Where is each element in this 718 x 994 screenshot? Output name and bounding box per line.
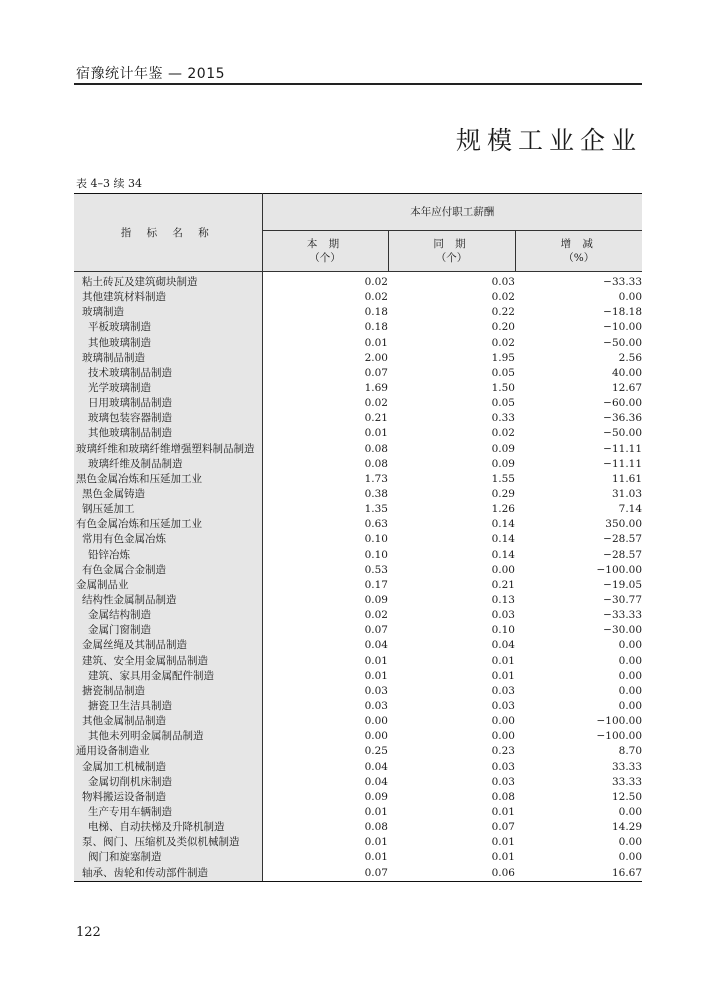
cell-current: 0.17 — [364, 578, 388, 591]
cell-previous: 0.23 — [491, 745, 515, 758]
column-unit: （个） — [309, 252, 341, 264]
cell-previous: 0.03 — [491, 684, 515, 697]
cell-previous: 1.55 — [491, 472, 515, 485]
cell-change: −50.00 — [603, 336, 643, 349]
row-indicator-name: 金属丝绳及其制品制造 — [74, 638, 262, 653]
cell-change: 0.00 — [618, 639, 643, 652]
cell-change: 0.00 — [618, 669, 643, 682]
table-row — [74, 442, 642, 457]
table-row — [74, 623, 642, 638]
cell-previous: 0.14 — [491, 548, 515, 561]
cell-previous: 0.02 — [491, 291, 515, 304]
cell-change: −19.05 — [603, 578, 643, 591]
table-row — [74, 381, 642, 396]
cell-previous: 0.00 — [491, 730, 515, 743]
row-indicator-name: 泵、阀门、压缩机及类似机械制造 — [74, 835, 262, 850]
table-row — [74, 835, 642, 850]
table-body — [74, 272, 642, 882]
cell-change: 33.33 — [611, 775, 643, 788]
cell-change: 0.00 — [618, 700, 643, 712]
wage-table — [74, 193, 642, 882]
cell-previous: 0.03 — [491, 609, 515, 622]
cell-current: 1.73 — [364, 472, 388, 485]
row-indicator-name: 粘土砖瓦及建筑砌块制造 — [74, 272, 262, 291]
cell-current: 0.01 — [364, 836, 388, 849]
cell-current: 0.01 — [364, 336, 388, 349]
cell-current: 0.02 — [364, 291, 388, 304]
cell-change: −30.77 — [603, 594, 643, 607]
row-indicator-name: 有色金属合金制造 — [74, 563, 262, 578]
cell-previous: 0.04 — [491, 639, 515, 652]
cell-previous: 0.10 — [491, 624, 515, 637]
row-indicator-name: 其他未列明金属制品制造 — [74, 729, 262, 744]
column-unit: （个） — [435, 252, 468, 264]
row-indicator-name: 玻璃制造 — [74, 305, 262, 320]
cell-current: 1.35 — [364, 503, 388, 516]
row-indicator-name: 物料搬运设备制造 — [74, 790, 262, 805]
cell-current: 0.25 — [364, 745, 388, 758]
cell-current: 0.10 — [364, 533, 388, 546]
table-row — [74, 487, 642, 502]
table-row — [74, 517, 642, 532]
cell-previous: 0.09 — [491, 442, 515, 455]
cell-change: −60.00 — [603, 397, 643, 410]
cell-change: 33.33 — [611, 760, 643, 773]
cell-current: 0.18 — [364, 321, 388, 334]
row-indicator-name: 铅锌冶炼 — [74, 548, 262, 563]
cell-change: 12.67 — [611, 382, 643, 395]
table-row — [74, 548, 642, 563]
cell-current: 0.63 — [364, 518, 388, 531]
table-row — [74, 411, 642, 426]
table-row — [74, 760, 642, 775]
cell-change: 14.29 — [611, 821, 643, 834]
cell-previous: 0.13 — [491, 594, 515, 607]
cell-previous: 1.95 — [491, 351, 515, 364]
table-row — [74, 638, 642, 653]
column-label: 增 减 — [560, 238, 597, 250]
cell-previous: 0.06 — [388, 865, 515, 881]
cell-current: 0.00 — [364, 730, 388, 743]
cell-change: 7.14 — [618, 503, 643, 516]
row-indicator-name: 建筑、家具用金属配件制造 — [74, 669, 262, 684]
cell-current: 0.02 — [364, 609, 388, 622]
table-row — [74, 502, 642, 517]
row-indicator-name: 玻璃纤维和玻璃纤维增强塑料制品制造 — [74, 442, 262, 457]
table-row — [74, 305, 642, 320]
table-row — [74, 426, 642, 441]
cell-previous: 0.14 — [491, 533, 515, 546]
cell-current: 1.69 — [364, 382, 388, 395]
cell-current: 0.09 — [364, 790, 388, 803]
cell-current: 2.00 — [364, 351, 388, 364]
cell-previous: 0.14 — [491, 518, 515, 531]
cell-current: 0.02 — [364, 397, 388, 410]
cell-current: 0.09 — [364, 594, 388, 607]
cell-previous: 0.20 — [491, 321, 515, 334]
cell-previous: 1.50 — [491, 382, 515, 395]
row-indicator-name: 有色金属冶炼和压延加工业 — [74, 517, 262, 532]
cell-current: 0.02 — [364, 276, 388, 289]
row-indicator-name: 黑色金属冶炼和压延加工业 — [74, 472, 262, 487]
row-indicator-name: 钢压延加工 — [74, 502, 262, 517]
cell-previous: 0.05 — [491, 397, 515, 410]
cell-previous: 0.03 — [491, 276, 515, 289]
row-indicator-name: 电梯、自动扶梯及升降机制造 — [74, 820, 262, 835]
cell-change: −11.11 — [603, 442, 643, 455]
table-row — [74, 532, 642, 547]
page-number: 122 — [76, 925, 101, 940]
column-header-current — [262, 231, 388, 272]
cell-current: 0.01 — [364, 669, 388, 682]
cell-current: 0.08 — [364, 821, 388, 834]
row-indicator-name: 玻璃制品制造 — [74, 351, 262, 366]
row-indicator-name: 阀门和旋塞制造 — [74, 850, 262, 865]
cell-change: 16.67 — [515, 865, 642, 881]
table-row — [74, 290, 642, 305]
cell-change: 0.00 — [618, 851, 643, 864]
row-indicator-name: 搪瓷卫生洁具制造 — [74, 699, 262, 714]
row-indicator-name: 技术玻璃制品制造 — [74, 366, 262, 381]
cell-previous: 0.22 — [491, 306, 515, 319]
table-row — [74, 820, 642, 835]
row-indicator-name: 黑色金属铸造 — [74, 487, 262, 502]
cell-current: 0.04 — [364, 775, 388, 788]
cell-previous: 0.07 — [491, 821, 515, 834]
indicator-name-header: 指 标 名 称 — [74, 194, 262, 272]
table-row — [74, 850, 642, 865]
cell-change: 2.56 — [618, 351, 643, 364]
cell-current: 0.01 — [364, 654, 388, 667]
table-row — [74, 578, 642, 593]
cell-previous: 0.01 — [491, 836, 515, 849]
cell-change: −100.00 — [596, 730, 643, 743]
cell-previous: 0.00 — [491, 715, 515, 728]
column-header-previous — [388, 231, 515, 272]
table-row — [74, 336, 642, 351]
cell-previous: 0.01 — [491, 654, 515, 667]
table-row — [74, 714, 642, 729]
column-header-change — [515, 231, 642, 272]
cell-change: 0.00 — [618, 836, 643, 849]
row-indicator-name: 玻璃包装容器制造 — [74, 411, 262, 426]
cell-change: −10.00 — [603, 321, 643, 334]
cell-previous: 0.02 — [491, 427, 515, 440]
table-row — [74, 729, 642, 744]
row-indicator-name: 生产专用车辆制造 — [74, 805, 262, 820]
cell-current: 0.18 — [364, 306, 388, 319]
cell-current: 0.08 — [364, 442, 388, 455]
cell-previous: 0.09 — [491, 457, 515, 470]
row-indicator-name: 建筑、安全用金属制品制造 — [74, 654, 262, 669]
table-row — [74, 669, 642, 684]
row-indicator-name: 其他玻璃制品制造 — [74, 426, 262, 441]
row-indicator-name: 平板玻璃制造 — [74, 320, 262, 335]
cell-change: −33.33 — [603, 276, 643, 289]
table-row — [74, 351, 642, 366]
cell-current: 0.03 — [364, 684, 388, 697]
cell-current: 0.07 — [364, 624, 388, 637]
table-row — [74, 563, 642, 578]
table-row — [74, 320, 642, 335]
cell-current: 0.53 — [364, 563, 388, 576]
table-caption: 表 4–3 续 34 — [76, 177, 142, 190]
cell-change: 40.00 — [611, 366, 643, 379]
cell-change: 8.70 — [618, 745, 643, 758]
cell-change: −30.00 — [603, 624, 643, 637]
cell-change: 0.00 — [618, 805, 643, 818]
row-indicator-name: 常用有色金属冶炼 — [74, 532, 262, 547]
cell-previous: 0.03 — [491, 760, 515, 773]
cell-change: 0.00 — [618, 291, 643, 304]
cell-previous: 1.26 — [491, 503, 515, 516]
cell-current: 0.01 — [364, 805, 388, 818]
table-row — [74, 272, 642, 291]
table-row — [74, 396, 642, 411]
cell-current: 0.21 — [364, 412, 388, 425]
row-indicator-name: 轴承、齿轮和传动部件制造 — [74, 865, 262, 881]
cell-current: 0.10 — [364, 548, 388, 561]
table-row — [74, 775, 642, 790]
row-indicator-name: 金属门窗制造 — [74, 623, 262, 638]
cell-previous: 0.03 — [491, 700, 515, 712]
group-header: 本年应付职工薪酬 — [262, 194, 642, 231]
cell-change: −28.57 — [603, 548, 643, 561]
cell-previous: 0.33 — [491, 412, 515, 425]
cell-change: 11.61 — [611, 472, 643, 485]
row-indicator-name: 日用玻璃制品制造 — [74, 396, 262, 411]
cell-change: −50.00 — [603, 427, 643, 440]
row-indicator-name: 金属加工机械制造 — [74, 760, 262, 775]
table-row — [74, 366, 642, 381]
cell-previous: 0.02 — [491, 336, 515, 349]
cell-previous: 0.01 — [491, 669, 515, 682]
row-indicator-name: 玻璃纤维及制品制造 — [74, 457, 262, 472]
cell-change: −100.00 — [596, 563, 643, 576]
row-indicator-name: 金属结构制造 — [74, 608, 262, 623]
cell-change: −100.00 — [596, 715, 643, 728]
cell-current: 0.07 — [262, 865, 388, 881]
row-indicator-name: 金属切削机床制造 — [74, 775, 262, 790]
table-row — [74, 744, 642, 759]
cell-current: 0.04 — [364, 639, 388, 652]
table-row — [74, 805, 642, 820]
row-indicator-name: 结构性金属制品制造 — [74, 593, 262, 608]
cell-change: −18.18 — [603, 306, 643, 319]
cell-change: 350.00 — [605, 518, 643, 531]
row-indicator-name: 光学玻璃制造 — [74, 381, 262, 396]
cell-current: 0.38 — [364, 488, 388, 501]
cell-previous: 0.00 — [491, 563, 515, 576]
column-label: 同 期 — [433, 238, 470, 250]
cell-previous: 0.21 — [491, 578, 515, 591]
cell-change: 31.03 — [611, 488, 643, 501]
table-row — [74, 608, 642, 623]
cell-previous: 0.08 — [491, 790, 515, 803]
table-row — [74, 457, 642, 472]
cell-previous: 0.01 — [491, 851, 515, 864]
row-indicator-name: 金属制品业 — [74, 578, 262, 593]
column-unit: （%） — [563, 252, 595, 264]
cell-previous: 0.03 — [491, 775, 515, 788]
cell-current: 0.03 — [364, 700, 388, 712]
cell-current: 0.04 — [364, 760, 388, 773]
cell-current: 0.08 — [364, 457, 388, 470]
cell-change: −11.11 — [603, 457, 643, 470]
header-rule — [74, 83, 642, 85]
row-indicator-name: 搪瓷制品制造 — [74, 684, 262, 699]
cell-current: 0.01 — [364, 851, 388, 864]
cell-change: 0.00 — [618, 684, 643, 697]
row-indicator-name: 通用设备制造业 — [74, 744, 262, 759]
cell-change: −36.36 — [603, 412, 643, 425]
table-row — [74, 472, 642, 487]
cell-previous: 0.29 — [491, 488, 515, 501]
row-indicator-name: 其他金属制品制造 — [74, 714, 262, 729]
table-row — [74, 593, 642, 608]
cell-current: 0.00 — [364, 715, 388, 728]
cell-change: 0.00 — [618, 654, 643, 667]
row-indicator-name: 其他玻璃制造 — [74, 336, 262, 351]
table-row — [74, 699, 642, 714]
row-indicator-name: 其他建筑材料制造 — [74, 290, 262, 305]
cell-previous: 0.05 — [491, 366, 515, 379]
table-row — [74, 865, 642, 881]
cell-current: 0.01 — [364, 427, 388, 440]
section-title: 规模工业企业 — [455, 126, 642, 155]
cell-current: 0.07 — [364, 366, 388, 379]
cell-previous: 0.01 — [491, 805, 515, 818]
table-row — [74, 654, 642, 669]
cell-change: 12.50 — [611, 790, 643, 803]
yearbook-title: 宿豫统计年鉴 — 2015 — [76, 66, 226, 82]
cell-change: −28.57 — [603, 533, 643, 546]
table-row — [74, 684, 642, 699]
table-row — [74, 790, 642, 805]
cell-change: −33.33 — [603, 609, 643, 622]
column-label: 本 期 — [306, 238, 344, 250]
